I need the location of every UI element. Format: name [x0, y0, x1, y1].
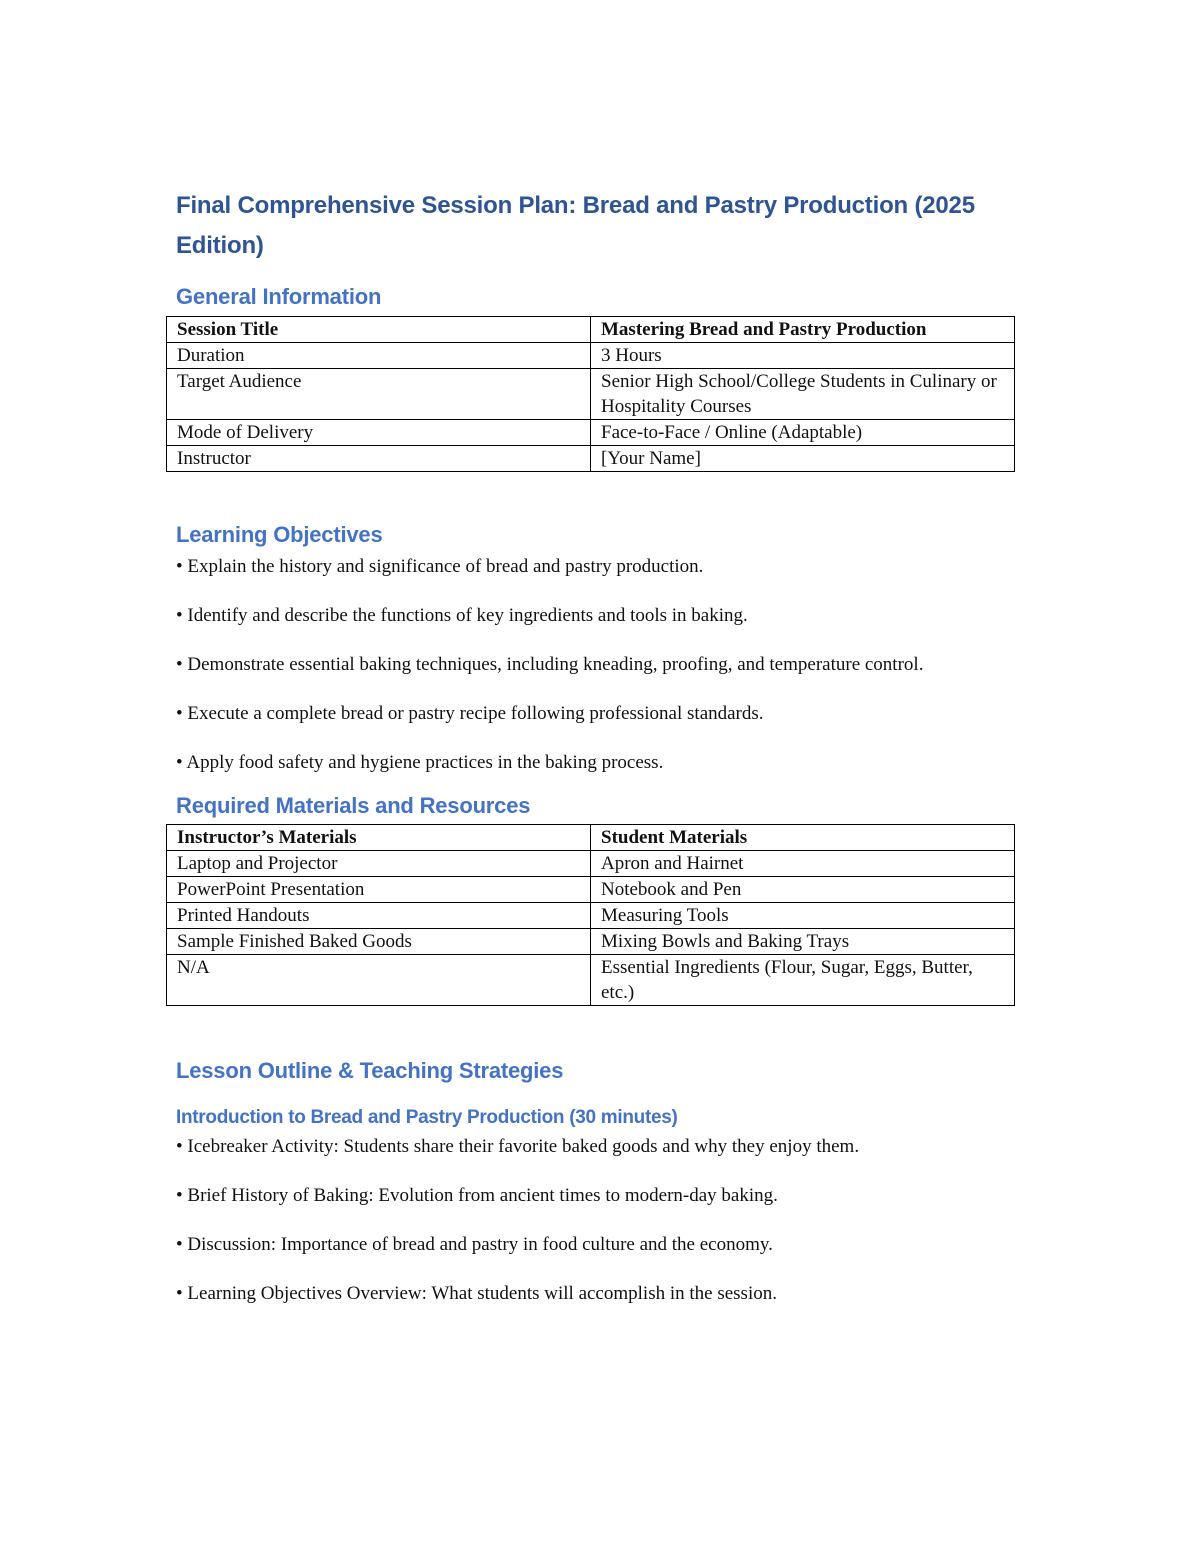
- general-information-table: [166, 316, 1015, 472]
- table-cell: Senior High School/College Students in Culinary or Hospitality Courses: [591, 369, 1015, 420]
- table-row: [167, 851, 1015, 877]
- list-item: • Execute a complete bread or pastry recipe following professional standards.: [176, 703, 764, 724]
- list-item: • Icebreaker Activity: Students share their favorite baked goods and why they enjoy them.: [176, 1136, 860, 1157]
- table-row: [167, 420, 1015, 446]
- table-cell: PowerPoint Presentation: [167, 877, 591, 903]
- table-row: [167, 343, 1015, 369]
- table-cell: Mastering Bread and Pastry Production: [591, 317, 1015, 343]
- list-item: • Learning Objectives Overview: What students will accomplish in the session.: [176, 1283, 777, 1304]
- list-item: • Explain the history and significance of bread and pastry production.: [176, 556, 704, 577]
- introduction-list: [166, 1132, 1014, 1308]
- list-item: • Brief History of Baking: Evolution from ancient times to modern-day baking.: [176, 1185, 778, 1206]
- document-title: Final Comprehensive Session Plan: Bread and Pastry Production (2025 Edition): [176, 192, 975, 259]
- table-cell: N/A: [167, 955, 591, 1006]
- table-cell: Printed Handouts: [167, 903, 591, 929]
- table-cell: [Your Name]: [591, 446, 1015, 472]
- table-row: [167, 369, 1015, 420]
- table-row: [167, 446, 1015, 472]
- table-cell: Sample Finished Baked Goods: [167, 929, 591, 955]
- required-materials-heading: Required Materials and Resources: [176, 793, 531, 818]
- learning-objectives-heading: Learning Objectives: [176, 522, 383, 547]
- introduction-subheading: Introduction to Bread and Pastry Production (30 minutes): [176, 1107, 678, 1128]
- list-item: • Discussion: Importance of bread and pastry in food culture and the economy.: [176, 1234, 773, 1255]
- table-cell: Mode of Delivery: [167, 420, 591, 446]
- table-cell: Instructor: [167, 446, 591, 472]
- table-cell: Target Audience: [167, 369, 591, 420]
- table-cell: Student Materials: [591, 825, 1015, 851]
- table-cell: Measuring Tools: [591, 903, 1015, 929]
- table-row: [167, 903, 1015, 929]
- lesson-outline-heading: Lesson Outline & Teaching Strategies: [176, 1058, 564, 1083]
- list-item: • Identify and describe the functions of key ingredients and tools in baking.: [176, 605, 748, 626]
- table-row: [167, 955, 1015, 1006]
- table-cell: Notebook and Pen: [591, 877, 1015, 903]
- table-cell: Laptop and Projector: [167, 851, 591, 877]
- table-row: [167, 877, 1015, 903]
- table-row: [167, 929, 1015, 955]
- table-cell: Apron and Hairnet: [591, 851, 1015, 877]
- required-materials-table: [166, 824, 1015, 1006]
- list-item: • Demonstrate essential baking techniques, including kneading, proofing, and temperature control.: [176, 654, 924, 675]
- document-content: [166, 186, 1014, 1308]
- table-cell: Session Title: [167, 317, 591, 343]
- learning-objectives-list: [166, 552, 1014, 777]
- table-cell: Duration: [167, 343, 591, 369]
- table-cell: Essential Ingredients (Flour, Sugar, Eggs, Butter, etc.): [591, 955, 1015, 1006]
- table-cell: Face-to-Face / Online (Adaptable): [591, 420, 1015, 446]
- table-row: [167, 825, 1015, 851]
- general-information-heading: General Information: [176, 284, 382, 309]
- table-cell: 3 Hours: [591, 343, 1015, 369]
- table-cell: Mixing Bowls and Baking Trays: [591, 929, 1015, 955]
- list-item: • Apply food safety and hygiene practices in the baking process.: [176, 752, 664, 773]
- table-row: [167, 317, 1015, 343]
- table-cell: Instructor’s Materials: [167, 825, 591, 851]
